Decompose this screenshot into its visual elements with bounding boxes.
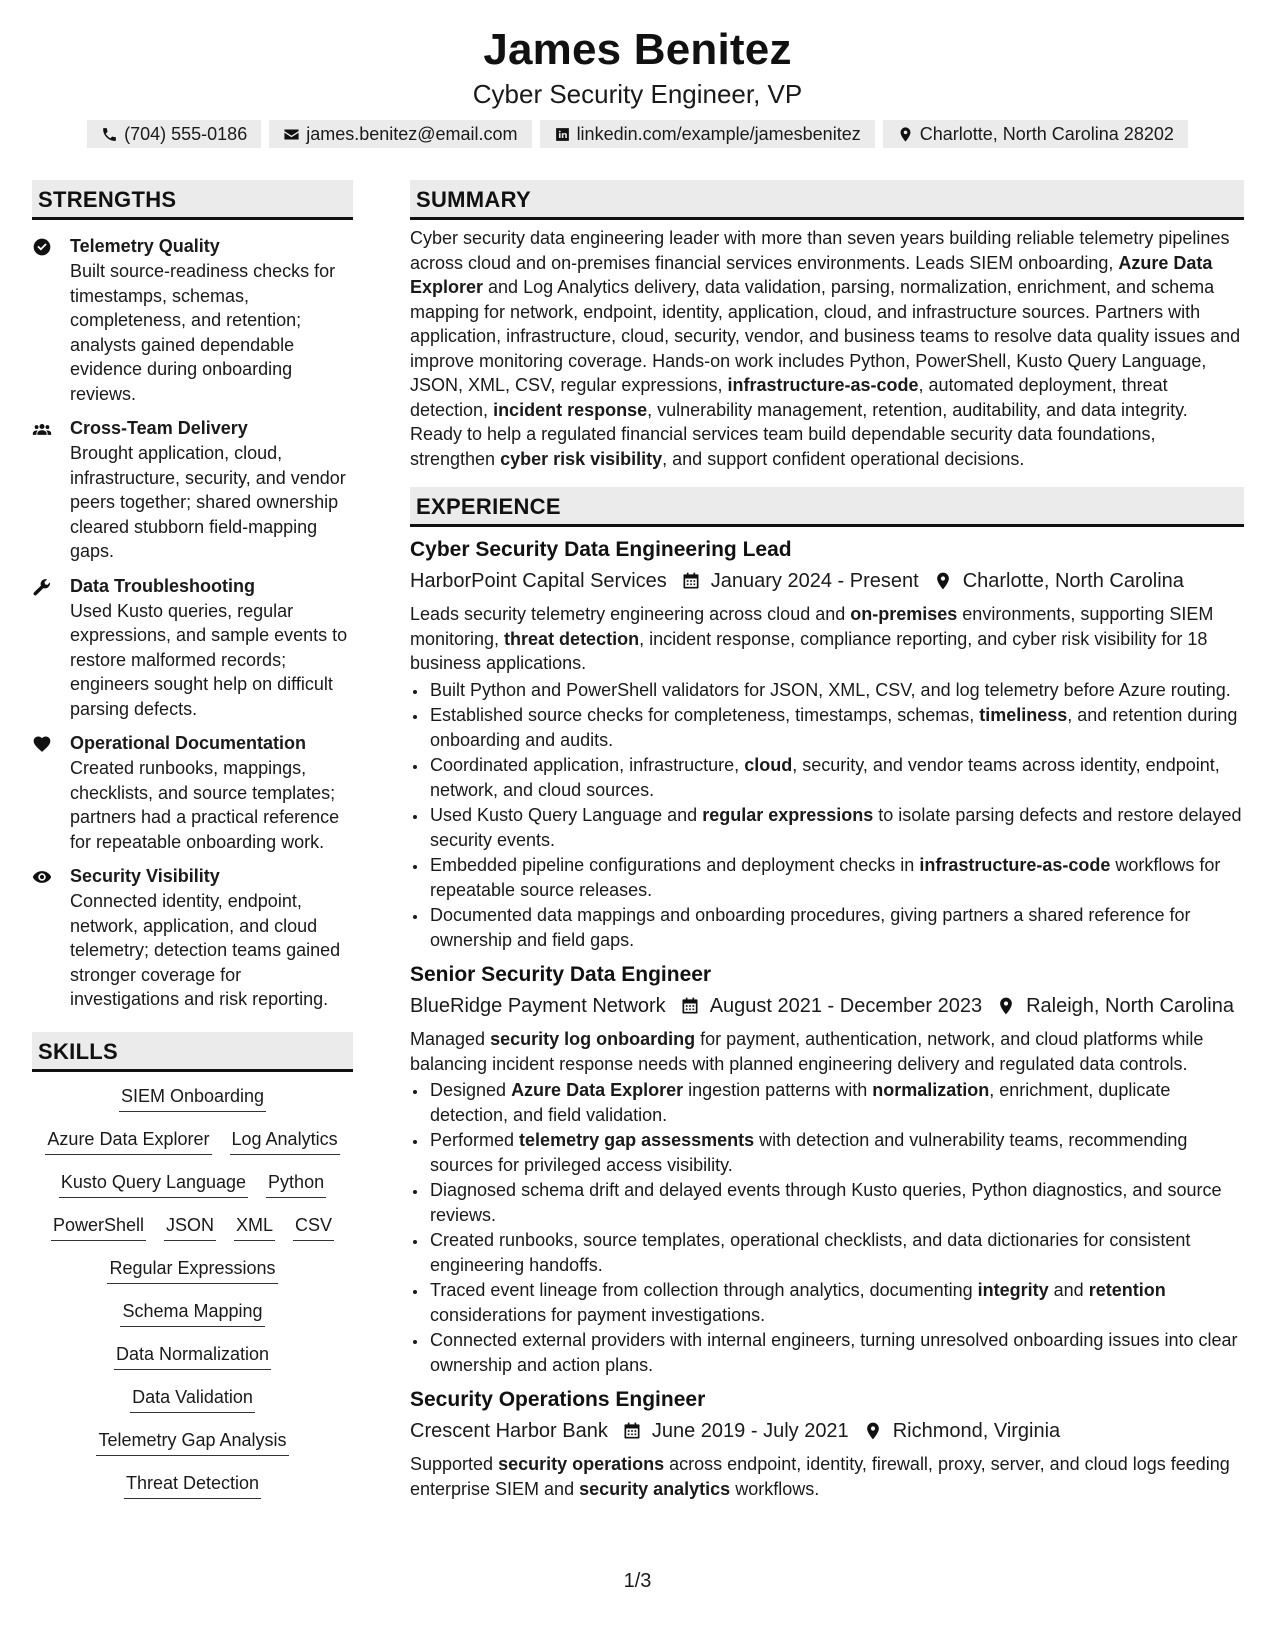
resume-header bbox=[0, 24, 1275, 148]
job-bullet bbox=[428, 753, 1244, 802]
strength-name: Data Troubleshooting bbox=[70, 575, 256, 596]
text-run: , vulnerability management, retention, auditability, and data integrity. Ready to help a regulated financial services team build dependable security data foundations, strengthen bbox=[410, 399, 1188, 469]
skill-row bbox=[32, 1342, 353, 1370]
text-run: Established source checks for completeness, timestamps, schemas, bbox=[430, 705, 980, 725]
bold-keyword: normalization bbox=[872, 1080, 990, 1100]
skill-row bbox=[32, 1471, 353, 1499]
text-run: Managed bbox=[410, 1029, 491, 1049]
map-pin-icon bbox=[996, 996, 1016, 1016]
text-run: Cyber security data engineering leader with more than seven years building reliable telemetry pipelines across cloud and on-premises financial services environments. Leads SIEM onboarding, bbox=[410, 228, 1230, 273]
text-run: Traced event lineage from collection through analytics, documenting bbox=[430, 1280, 978, 1300]
job-bullet bbox=[428, 903, 1244, 952]
strength-description: Built source-readiness checks for timestamps, schemas, completeness, and retention; analysts gained dependable evidence during onboarding reviews. bbox=[70, 261, 336, 404]
job-bullet bbox=[428, 678, 1244, 703]
strength-icon-wrap bbox=[32, 574, 70, 722]
strengths-list bbox=[32, 234, 353, 1012]
text-run: and Log Analytics delivery, data validation, parsing, normalization, enrichment, and schema mapping for network, endpoint, identity, application, cloud, and infrastructure sources. Partners with application, infrastructure, cloud, security, vendor, and business teams to resolve data quality issues and improve monitoring coverage. Hands-on work includes Python, PowerShell, Kusto Query Language, JSON, XML, CSV, regular expressions, bbox=[410, 277, 1241, 395]
skill-tag: XML bbox=[234, 1213, 275, 1241]
bold-keyword: security operations bbox=[498, 1454, 665, 1474]
bold-keyword: incident response bbox=[493, 399, 648, 420]
bold-keyword: on-premises bbox=[850, 604, 958, 624]
job-meta bbox=[410, 566, 1244, 596]
text-run: , and retention during onboarding and audits. bbox=[430, 705, 1238, 750]
job-dates: August 2021 - December 2023 bbox=[709, 995, 983, 1017]
skill-tag: Telemetry Gap Analysis bbox=[96, 1428, 288, 1456]
contact-location bbox=[883, 120, 1188, 148]
strength-text bbox=[70, 416, 353, 564]
job-intro bbox=[410, 602, 1244, 676]
strength-icon-wrap bbox=[32, 731, 70, 854]
bold-keyword: cloud bbox=[744, 755, 793, 775]
skill-tag: Regular Expressions bbox=[107, 1256, 277, 1284]
strength-item bbox=[32, 574, 353, 722]
calendar-icon bbox=[681, 571, 701, 591]
bold-keyword: infrastructure-as-code bbox=[919, 855, 1111, 875]
job-meta bbox=[410, 1416, 1244, 1446]
strength-text bbox=[70, 731, 353, 854]
text-run: , and support confident operational decisions. bbox=[662, 448, 1025, 469]
job-bullets bbox=[410, 678, 1244, 953]
text-run: and bbox=[1048, 1280, 1089, 1300]
job-title: Cyber Security Data Engineering Lead bbox=[410, 538, 792, 561]
summary-text bbox=[410, 226, 1244, 471]
text-run: Diagnosed schema drift and delayed events through Kusto queries, Python diagnostics, and source reviews. bbox=[430, 1180, 1222, 1225]
strength-description: Brought application, cloud, infrastructure, security, and vendor peers together; shared ownership cleared stubborn field-mapping gaps. bbox=[70, 443, 346, 561]
contact-bar bbox=[0, 120, 1275, 148]
job-entry bbox=[410, 960, 1244, 1377]
skill-row bbox=[32, 1084, 353, 1112]
job-title: Senior Security Data Engineer bbox=[410, 963, 712, 986]
linkedin-text[interactable]: linkedin.com/example/jamesbenitez bbox=[576, 123, 861, 144]
job-bullet bbox=[428, 1328, 1244, 1377]
bold-keyword: security log onboarding bbox=[490, 1029, 696, 1049]
strength-text bbox=[70, 234, 353, 406]
text-run: Supported bbox=[410, 1454, 499, 1474]
strength-description: Used Kusto queries, regular expressions, and sample events to restore malformed records; engineers sought help on difficult parsing defects. bbox=[70, 600, 348, 719]
strength-name: Operational Documentation bbox=[70, 733, 307, 753]
bold-keyword: telemetry gap assessments bbox=[519, 1130, 755, 1150]
job-entry bbox=[410, 535, 1244, 952]
strength-name: Cross-Team Delivery bbox=[70, 418, 248, 438]
strength-icon-wrap bbox=[32, 864, 70, 1012]
skill-row bbox=[32, 1428, 353, 1456]
job-dates: January 2024 - Present bbox=[710, 570, 919, 592]
contact-linkedin[interactable] bbox=[540, 120, 875, 148]
text-run: ingestion patterns with bbox=[683, 1080, 873, 1100]
heart-icon bbox=[32, 734, 52, 754]
envelope-icon bbox=[283, 126, 300, 143]
calendar-icon bbox=[680, 996, 700, 1016]
text-run: workflows. bbox=[730, 1478, 820, 1499]
job-bullet bbox=[428, 1178, 1244, 1227]
text-run: Designed bbox=[430, 1080, 512, 1100]
strength-text bbox=[70, 574, 353, 722]
skill-row bbox=[32, 1127, 353, 1155]
text-run: across endpoint, identity, firewall, proxy, server, and cloud logs feeding enterprise SIEM and bbox=[410, 1454, 1230, 1499]
email-text[interactable]: james.benitez@email.com bbox=[306, 123, 518, 144]
job-bullet bbox=[428, 1128, 1244, 1177]
strength-item bbox=[32, 234, 353, 406]
text-run: Used Kusto Query Language and bbox=[430, 805, 703, 825]
text-run: Embedded pipeline configurations and deployment checks in bbox=[430, 855, 920, 875]
job-entry bbox=[410, 1385, 1244, 1501]
text-run: Documented data mappings and onboarding procedures, giving partners a shared reference for ownership and field gaps. bbox=[430, 905, 1191, 950]
phone-text: (704) 555-0186 bbox=[124, 123, 248, 144]
skill-tag: Threat Detection bbox=[124, 1471, 261, 1499]
check-circle-icon bbox=[32, 237, 52, 257]
map-pin-icon bbox=[863, 1421, 883, 1441]
strength-text bbox=[70, 864, 353, 1012]
text-run: environments, supporting SIEM monitoring, bbox=[410, 604, 1214, 649]
linkedin-icon bbox=[554, 126, 571, 143]
bold-keyword: infrastructure-as-code bbox=[727, 375, 919, 395]
skill-tag: CSV bbox=[293, 1213, 334, 1241]
skill-tag: Data Normalization bbox=[114, 1342, 271, 1370]
calendar-icon bbox=[622, 1421, 642, 1441]
bold-keyword: retention bbox=[1088, 1280, 1166, 1300]
phone-icon bbox=[101, 126, 118, 143]
strength-name: Security Visibility bbox=[70, 866, 220, 886]
text-run: workflows for repeatable source releases. bbox=[430, 855, 1221, 900]
bold-keyword: regular expressions bbox=[702, 805, 874, 825]
map-pin-icon bbox=[933, 571, 953, 591]
strength-item bbox=[32, 864, 353, 1012]
eye-icon bbox=[32, 867, 52, 887]
skills-list bbox=[32, 1084, 353, 1499]
strength-icon-wrap bbox=[32, 416, 70, 564]
skill-row bbox=[32, 1385, 353, 1413]
jobs-list bbox=[410, 535, 1244, 1501]
users-icon bbox=[32, 419, 52, 439]
job-title: Security Operations Engineer bbox=[410, 1388, 706, 1411]
text-run: to isolate parsing defects and restore delayed security events. bbox=[430, 805, 1242, 850]
job-bullet bbox=[428, 853, 1244, 902]
bold-keyword: Azure Data Explorer bbox=[511, 1080, 684, 1100]
skills-heading: SKILLS bbox=[32, 1032, 353, 1072]
skill-tag: PowerShell bbox=[51, 1213, 146, 1241]
bold-keyword: threat detection bbox=[504, 628, 640, 649]
candidate-name: James Benitez bbox=[483, 25, 792, 74]
job-dates: June 2019 - July 2021 bbox=[651, 1420, 849, 1442]
job-intro bbox=[410, 1027, 1244, 1076]
job-location: Charlotte, North Carolina bbox=[962, 570, 1184, 592]
strength-item bbox=[32, 731, 353, 854]
job-bullet bbox=[428, 703, 1244, 752]
skill-tag: JSON bbox=[164, 1213, 216, 1241]
right-column bbox=[410, 180, 1244, 1501]
job-bullets bbox=[410, 1078, 1244, 1377]
job-location: Richmond, Virginia bbox=[892, 1420, 1061, 1442]
candidate-title: Cyber Security Engineer, VP bbox=[472, 79, 803, 109]
bold-keyword: Azure Data Explorer bbox=[410, 252, 1213, 297]
experience-heading: EXPERIENCE bbox=[410, 487, 1244, 527]
skill-tag: Log Analytics bbox=[230, 1127, 340, 1155]
skill-row bbox=[32, 1299, 353, 1327]
text-run: , security, and vendor teams across identity, endpoint, network, and cloud sources. bbox=[430, 755, 1220, 800]
strengths-heading: STRENGTHS bbox=[32, 180, 353, 220]
left-column bbox=[32, 180, 353, 1514]
job-meta bbox=[410, 991, 1244, 1021]
text-run: considerations for payment investigations. bbox=[430, 1304, 766, 1325]
skill-row bbox=[32, 1256, 353, 1284]
strength-description: Created runbooks, mappings, checklists, and source templates; partners had a practical reference for repeatable onboarding work. bbox=[70, 758, 340, 852]
text-run: for payment, authentication, network, and cloud platforms while balancing incident response needs with planned engineering delivery and regulated data controls. bbox=[410, 1029, 1204, 1074]
skill-tag: Kusto Query Language bbox=[59, 1170, 248, 1198]
job-bullet bbox=[428, 1228, 1244, 1277]
page-number: 1/3 bbox=[623, 1570, 652, 1592]
job-bullet bbox=[428, 1078, 1244, 1127]
text-run: Coordinated application, infrastructure, bbox=[430, 755, 745, 775]
strength-item bbox=[32, 416, 353, 564]
text-run: Performed bbox=[430, 1130, 520, 1150]
job-company: Crescent Harbor Bank bbox=[410, 1420, 608, 1442]
text-run: Connected external providers with internal engineers, turning unresolved onboarding issues into clear ownership and action plans. bbox=[430, 1330, 1238, 1375]
contact-phone bbox=[87, 120, 261, 148]
strength-name: Telemetry Quality bbox=[70, 236, 220, 256]
text-run: Leads security telemetry engineering across cloud and bbox=[410, 604, 851, 624]
wrench-icon bbox=[32, 577, 52, 597]
job-intro bbox=[410, 1452, 1244, 1501]
bold-keyword: cyber risk visibility bbox=[500, 448, 663, 469]
strength-icon-wrap bbox=[32, 234, 70, 406]
job-location: Raleigh, North Carolina bbox=[1026, 995, 1234, 1017]
skill-tag: Schema Mapping bbox=[120, 1299, 264, 1327]
text-run: , enrichment, duplicate detection, and field validation. bbox=[430, 1080, 1171, 1125]
skill-tag: Data Validation bbox=[130, 1385, 255, 1413]
skill-tag: Python bbox=[266, 1170, 326, 1198]
bold-keyword: timeliness bbox=[979, 705, 1068, 725]
job-company: HarborPoint Capital Services bbox=[410, 570, 667, 592]
text-run: Created runbooks, source templates, operational checklists, and data dictionaries for consistent engineering handoffs. bbox=[430, 1230, 1191, 1275]
text-run: , automated deployment, threat detection, bbox=[410, 375, 1168, 420]
bold-keyword: security analytics bbox=[579, 1478, 731, 1499]
text-run: with detection and vulnerability teams, recommending sources for privileged access visibility. bbox=[430, 1130, 1188, 1175]
job-bullet bbox=[428, 1278, 1244, 1327]
contact-email[interactable] bbox=[269, 120, 531, 148]
skill-tag: SIEM Onboarding bbox=[119, 1084, 266, 1112]
bold-keyword: integrity bbox=[977, 1280, 1049, 1300]
text-run: , incident response, compliance reporting, and cyber risk visibility for 18 business applications. bbox=[410, 628, 1208, 673]
job-company: BlueRidge Payment Network bbox=[410, 995, 666, 1017]
skill-row bbox=[32, 1213, 353, 1241]
strength-description: Connected identity, endpoint, network, application, and cloud telemetry; detection teams gained stronger coverage for investigations and risk reporting. bbox=[70, 891, 341, 1009]
text-run: Built Python and PowerShell validators for JSON, XML, CSV, and log telemetry before Azure routing. bbox=[430, 679, 1231, 700]
skill-row bbox=[32, 1170, 353, 1198]
summary-heading: SUMMARY bbox=[410, 180, 1244, 220]
skill-tag: Azure Data Explorer bbox=[45, 1127, 211, 1155]
job-bullet bbox=[428, 803, 1244, 852]
map-pin-icon bbox=[897, 126, 914, 143]
location-text: Charlotte, North Carolina 28202 bbox=[919, 123, 1174, 144]
